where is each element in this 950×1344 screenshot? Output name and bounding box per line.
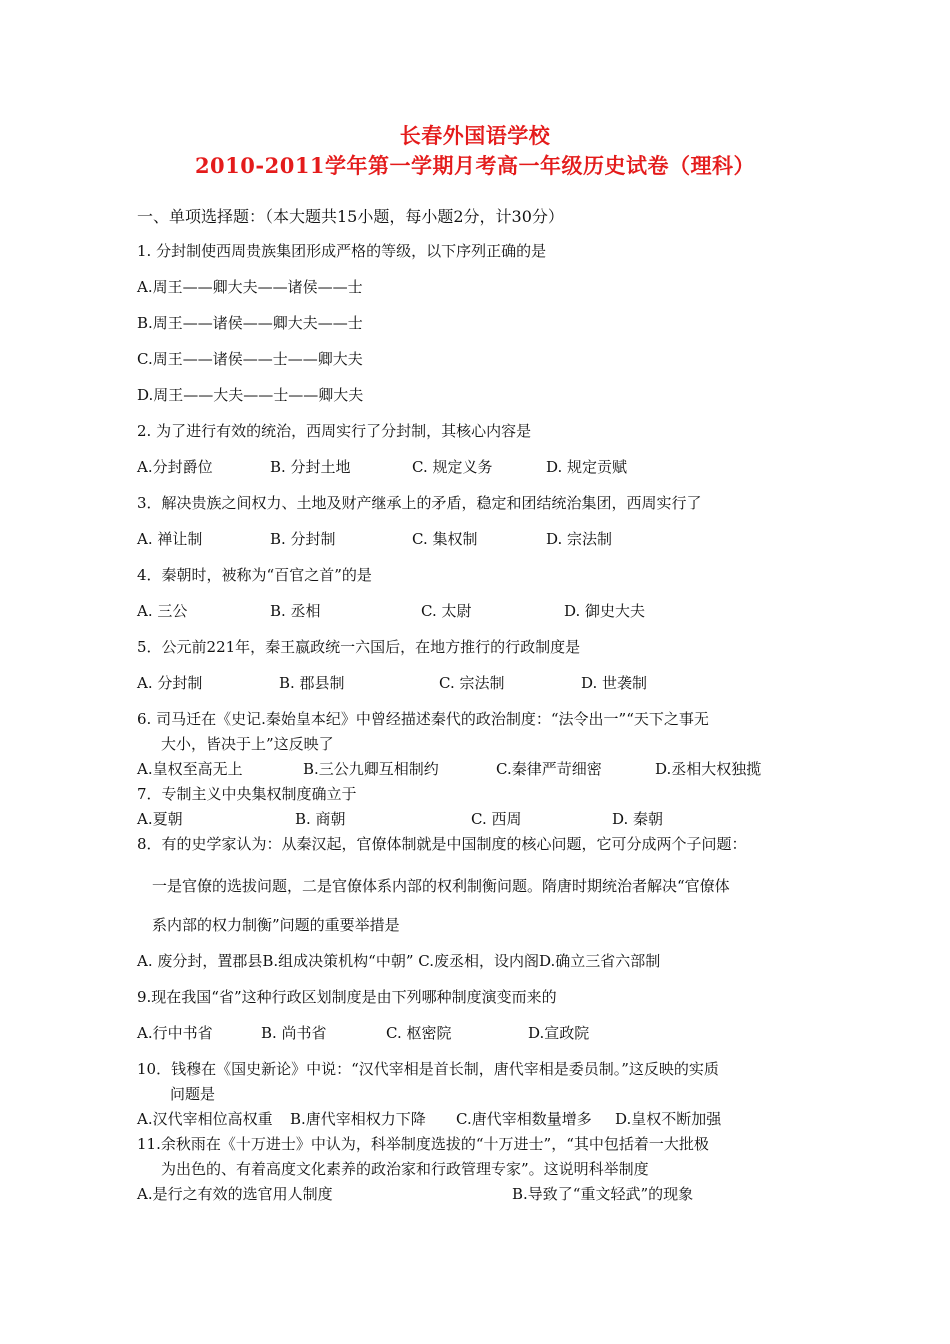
question-7-options <box>137 808 663 829</box>
question-6-options <box>137 758 761 779</box>
question-10-options <box>137 1108 721 1129</box>
question-1-option-a: A.周王——卿大夫——诸侯——士 <box>137 278 363 296</box>
question-7-option-a: A.夏朝 <box>137 810 183 828</box>
question-6-stem-cont: 大小，皆决于上”这反映了 <box>161 735 334 753</box>
question-3-stem: 3．解决贵族之间权力、土地及财产继承上的矛盾，稳定和团结统治集团，西周实行了 <box>137 494 702 512</box>
question-8-option-c: C.废丞相，设内阁 <box>418 952 540 970</box>
question-9-option-a: A.行中书省 <box>137 1024 213 1042</box>
question-4-options <box>137 600 645 621</box>
question-11-option-a: A.是行之有效的选官用人制度 <box>137 1185 333 1203</box>
question-2-option-d: D. 规定贡赋 <box>546 458 628 476</box>
question-10-stem: 10．钱穆在《国史新论》中说：“汉代宰相是首长制，唐代宰相是委员制。”这反映的实质 <box>137 1060 719 1078</box>
question-8-option-d: D.确立三省六部制 <box>539 952 661 970</box>
question-4-option-c: C. 太尉 <box>421 602 472 620</box>
question-9-option-c: C. 枢密院 <box>386 1024 452 1042</box>
question-2-stem: 2. 为了进行有效的统治，西周实行了分封制，其核心内容是 <box>137 422 532 440</box>
question-10-option-a: A.汉代宰相位高权重 <box>137 1110 273 1128</box>
question-11-option-b: B.导致了“重文轻武”的现象 <box>512 1185 694 1203</box>
question-3-options <box>137 528 612 549</box>
question-8-options <box>137 950 660 971</box>
question-10-stem-cont: 问题是 <box>170 1085 216 1103</box>
question-6-option-a: A.皇权至高无上 <box>137 760 243 778</box>
question-1-option-b: B.周王——诸侯——卿大夫——士 <box>137 314 363 332</box>
question-9-option-b: B. 尚书省 <box>261 1024 327 1042</box>
question-5-option-b: B. 郡县制 <box>279 674 345 692</box>
question-3-option-d: D. 宗法制 <box>546 530 613 548</box>
question-11-stem-cont: 为出色的、有着高度文化素养的政治家和行政管理专家”。这说明科举制度 <box>161 1160 649 1178</box>
question-9-option-d: D.宣政院 <box>528 1024 590 1042</box>
question-5-option-c: C. 宗法制 <box>439 674 505 692</box>
question-8-stem-cont-2: 系内部的权力制衡”问题的重要举措是 <box>152 916 400 934</box>
question-8-stem-cont-1: 一是官僚的选拔问题，二是官僚体系内部的权利制衡问题。隋唐时期统治者解决“官僚体 <box>152 877 730 895</box>
question-1-option-d: D.周王——大夫——士——卿大夫 <box>137 386 364 404</box>
section-heading: 一、单项选择题：（本大题共15小题，每小题2分，计30分） <box>137 207 564 226</box>
question-1-option-c: C.周王——诸侯——士——卿大夫 <box>137 350 363 368</box>
question-2-option-b: B. 分封土地 <box>270 458 351 476</box>
question-8-option-b: B.组成决策机构“中朝” <box>262 952 414 970</box>
question-2-option-a: A.分封爵位 <box>137 458 213 476</box>
question-9-options <box>137 1022 589 1043</box>
question-4-option-b: B. 丞相 <box>270 602 321 620</box>
question-3-option-c: C. 集权制 <box>412 530 478 548</box>
question-3-option-a: A. 禅让制 <box>137 530 203 548</box>
exam-title: 2010-2011学年第一学期月考高一年级历史试卷（理科） <box>194 153 756 178</box>
question-4-stem: 4．秦朝时，被称为“百官之首”的是 <box>137 566 372 584</box>
question-10-option-c: C.唐代宰相数量增多 <box>456 1110 592 1128</box>
question-5-option-d: D. 世袭制 <box>581 674 648 692</box>
question-5-options <box>137 672 647 693</box>
question-4-option-a: A. 三公 <box>137 602 188 620</box>
question-7-option-b: B. 商朝 <box>295 810 346 828</box>
question-10-option-d: D.皇权不断加强 <box>615 1110 722 1128</box>
question-1-stem: 1. 分封制使西周贵族集团形成严格的等级，以下序列正确的是 <box>137 242 547 260</box>
question-11-options <box>137 1183 693 1204</box>
question-9-stem: 9.现在我国“省”这种行政区划制度是由下列哪种制度演变而来的 <box>137 988 557 1006</box>
question-8-stem: 8．有的史学家认为：从秦汉起，官僚体制就是中国制度的核心问题，它可分成两个子问题： <box>137 835 747 853</box>
question-7-option-d: D. 秦朝 <box>612 810 664 828</box>
school-name: 长春外国语学校 <box>399 123 551 148</box>
question-2-options <box>137 456 627 477</box>
question-5-option-a: A. 分封制 <box>137 674 203 692</box>
question-6-stem: 6. 司马迁在《史记.秦始皇本纪》中曾经描述秦代的政治制度：“法令出一”“天下之事无 <box>137 710 709 728</box>
question-11-stem: 11.余秋雨在《十万进士》中认为，科举制度选拔的“十万进士”，“其中包括着一大批极 <box>137 1135 709 1153</box>
question-5-stem: 5．公元前221年，秦王嬴政统一六国后，在地方推行的行政制度是 <box>137 638 581 656</box>
question-10-option-b: B.唐代宰相权力下降 <box>290 1110 426 1128</box>
question-6-option-d: D.丞相大权独揽 <box>655 760 762 778</box>
question-4-option-d: D. 御史大夫 <box>564 602 646 620</box>
question-3-option-b: B. 分封制 <box>270 530 336 548</box>
question-6-option-b: B.三公九卿互相制约 <box>303 760 439 778</box>
question-7-stem: 7．专制主义中央集权制度确立于 <box>137 785 357 803</box>
question-6-option-c: C.秦律严苛细密 <box>496 760 602 778</box>
question-7-option-c: C. 西周 <box>471 810 522 828</box>
question-8-option-a: A. 废分封，置郡县 <box>137 952 263 970</box>
question-2-option-c: C. 规定义务 <box>412 458 493 476</box>
